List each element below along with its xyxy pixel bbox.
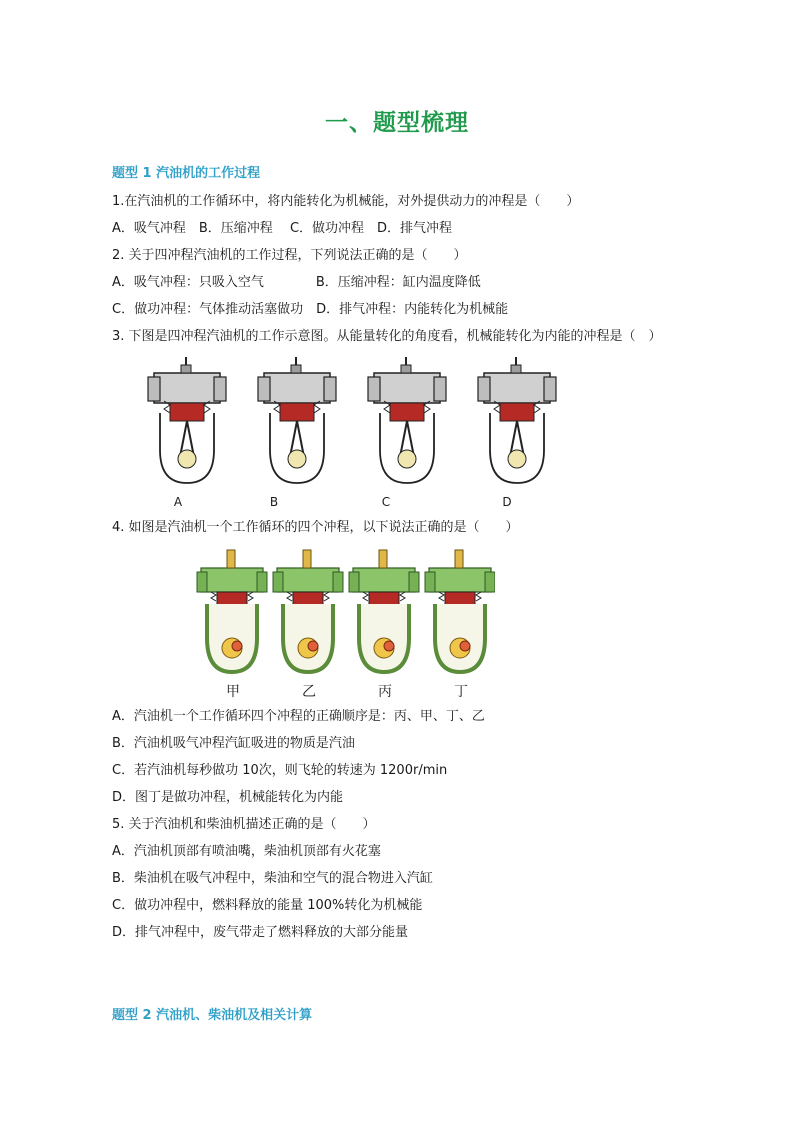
q1-stem: 1.在汽油机的工作循环中，将内能转化为机械能，对外提供动力的冲程是（ ） — [112, 194, 580, 209]
page-title: 一、题型梳理 — [325, 110, 469, 136]
q4-figure-label-jia: 甲 — [226, 684, 240, 700]
q4-figure-label-bing: 丙 — [378, 684, 392, 700]
q4-figure-label-yi: 乙 — [302, 684, 316, 700]
q2-options-row1: A．吸气冲程：只吸入空气 B．压缩冲程：缸内温度降低 — [112, 275, 481, 290]
q5-stem: 5. 关于汽油机和柴油机描述正确的是（ ） — [112, 817, 376, 832]
q2-stem: 2. 关于四冲程汽油机的工作过程，下列说法正确的是（ ） — [112, 248, 467, 263]
q3-figure-label-d: D — [502, 495, 512, 509]
q4-engine-figure — [195, 548, 495, 680]
section-heading-2: 题型 2 汽油机、柴油机及相关计算 — [112, 1008, 313, 1023]
q3-figure-label-b: B — [269, 495, 279, 509]
q2-options-row2: C．做功冲程：气体推动活塞做功 D．排气冲程：内能转化为机械能 — [112, 302, 509, 317]
q5-option-d: D．排气冲程中，废气带走了燃料释放的大部分能量 — [112, 925, 409, 940]
q4-stem: 4. 如图是汽油机一个工作循环的四个冲程，以下说法正确的是（ ） — [112, 520, 519, 535]
q3-figure-label-c: C — [381, 495, 391, 509]
q5-option-c: C．做功冲程中，燃料释放的能量 100%转化为机械能 — [112, 898, 423, 913]
q4-figure-label-ding: 丁 — [454, 684, 468, 700]
q4-option-b: B．汽油机吸气冲程汽缸吸进的物质是汽油 — [112, 736, 355, 751]
q3-stem: 3. 下图是四冲程汽油机的工作示意图。从能量转化的角度看，机械能转化为内能的冲程是（ ） — [112, 329, 662, 344]
q5-option-b: B．柴油机在吸气冲程中，柴油和空气的混合物进入汽缸 — [112, 871, 433, 886]
section-heading-1: 题型 1 汽油机的工作过程 — [112, 166, 261, 181]
q3-figure-label-a: A — [173, 495, 183, 509]
q5-option-a: A．汽油机顶部有喷油嘴，柴油机顶部有火花塞 — [112, 844, 381, 859]
q4-option-d: D．图丁是做功冲程，机械能转化为内能 — [112, 790, 344, 805]
q4-option-a: A．汽油机一个工作循环四个冲程的正确顺序是：丙、甲、丁、乙 — [112, 709, 485, 724]
q3-engine-figure — [140, 355, 570, 490]
q4-option-c: C．若汽油机每秒做功 10次，则飞轮的转速为 1200r/min — [112, 763, 448, 778]
q1-options: A．吸气冲程 B．压缩冲程 C．做功冲程 D．排气冲程 — [112, 221, 453, 236]
